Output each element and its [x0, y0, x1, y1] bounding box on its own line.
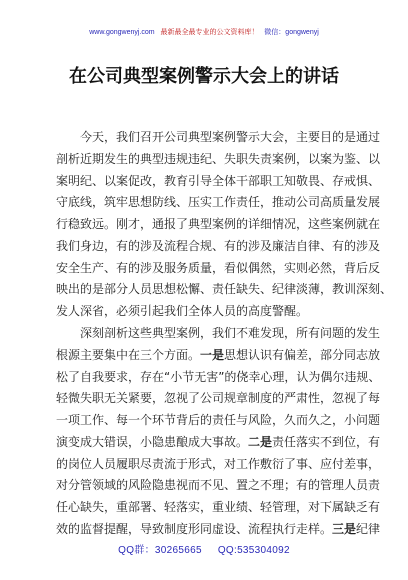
point-two-marker: 二是 — [248, 434, 273, 449]
body-line: 一项工作、每一个环节背后的责任与风险，久而久之，小问题 — [56, 413, 381, 428]
body-line: 行稳致远。刚才，通报了典型案例的详细情况，这些案例就在 — [56, 217, 381, 232]
body-text: 纪律 — [356, 522, 381, 536]
body-line — [56, 432, 381, 454]
header-tagline: 最新最全最专业的公文资料库！ — [160, 29, 259, 36]
body-text: 根源主要集中在三个方面。 — [56, 347, 201, 362]
body-line: 映出的是部分人员思想松懈、责任缺失、纪律淡薄，教训深刻、 — [56, 282, 393, 297]
footer-qq: QQ:535304092 — [217, 545, 290, 556]
body-line: 安全生产、有的涉及服务质量，看似偶然，实则必然，背后反 — [56, 260, 381, 275]
body-line — [56, 497, 381, 519]
footer-contact — [0, 541, 408, 556]
header-banner — [0, 27, 408, 37]
body-line: 剖析近期发生的典型违规违纪、失职失责案例，以案为鉴、以 — [56, 151, 381, 166]
body-text: 任心缺失，重部署、轻落实，重业绩、轻管理，对下属缺乏有 — [56, 500, 381, 515]
point-three-marker: 三是 — [332, 522, 357, 536]
body-line — [56, 475, 381, 497]
header-site-link[interactable]: www.gongwenyj.com — [89, 29, 155, 36]
footer-qq-group: QQ群：30265665 — [118, 545, 202, 556]
body-line: 深刻剖析这些典型案例，我们不难发现，所有问题的发生 — [80, 326, 381, 340]
body-line: 案明纪、以案促改，教育引导全体干部职工知敬畏、存戒惧、 — [56, 173, 381, 188]
body-line: 守底线，筑牢思想防线、压实工作责任，推动公司高质量发展 — [56, 195, 381, 210]
body-text: 对分管领域的风险隐患视而不见、置之不理；有的管理人员责 — [56, 478, 381, 493]
body-line: 轻微失职无关紧要，忽视了公司规章制度的严肃性，忽视了每 — [56, 391, 381, 406]
body-line: 的岗位人员履职尽责流于形式，对工作敷衍了事、应付差事， — [56, 456, 381, 471]
body-text: 演变成大错误，小隐患酿成大事故。 — [56, 434, 249, 449]
body-text: 思想认识有偏差，部分同志放 — [224, 347, 381, 362]
body-line: 松了自我要求，存在“小节无害”的侥幸心理，认为偶尔违规、 — [56, 369, 381, 384]
body-line — [56, 519, 381, 541]
body-text: 责任落实不到位，有 — [272, 434, 381, 449]
header-wechat: 微信：gongwenyj — [264, 29, 319, 36]
point-one-marker: 一是 — [200, 347, 225, 362]
body-line — [56, 345, 381, 367]
body-line: 我们身边，有的涉及流程合规、有的涉及廉洁自律、有的涉及 — [56, 238, 381, 253]
body-line: 发人深省，必须引起我们全体人员的高度警醒。 — [56, 304, 309, 319]
document-title: 在公司典型案例警示大会上的讲话 — [69, 66, 339, 87]
body-text: 效的监督提醒，导致制度形同虚设、流程执行走样。 — [56, 522, 333, 536]
body-line: 今天，我们召开公司典型案例警示大会，主要目的是通过 — [80, 130, 381, 144]
